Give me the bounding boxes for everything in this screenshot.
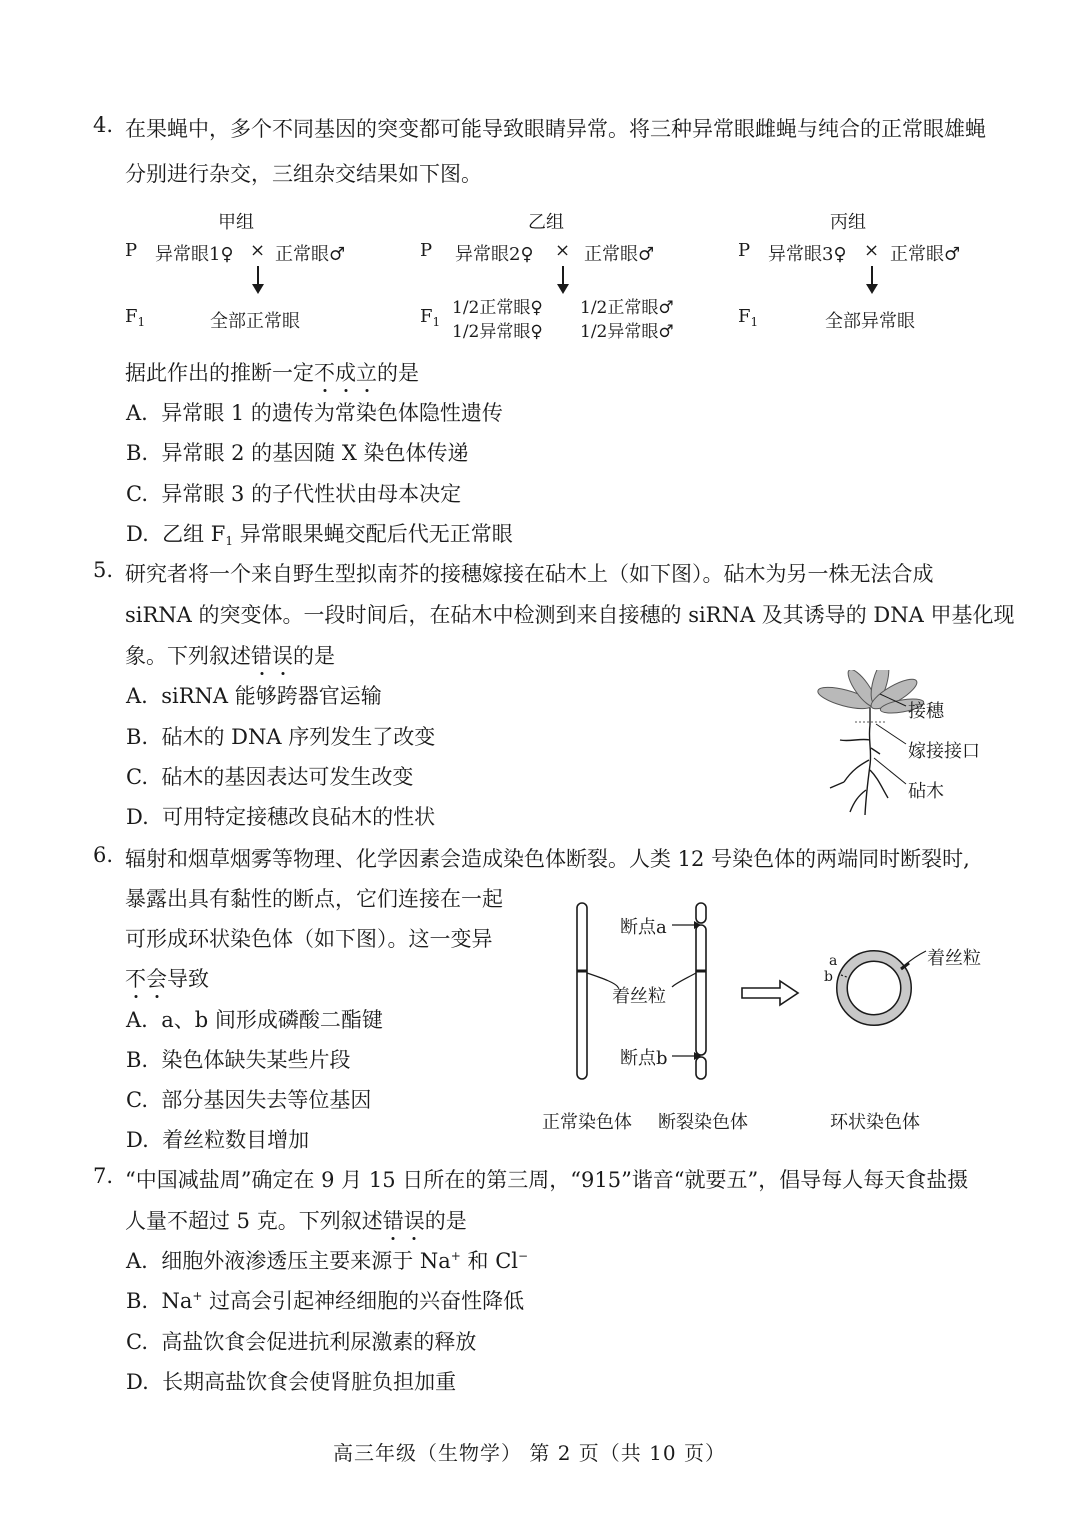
male-parent: 正常眼♂ [584, 244, 655, 265]
q5-stem-line1: 研究者将一个来自野生型拟南芥的接穗嫁接在砧木上（如下图）。砧木为另一株无法合成 [125, 562, 934, 586]
q5-option-a[interactable]: A. siRNA 能够跨器官运输 [126, 684, 382, 708]
q5-option-d[interactable]: D. 可用特定接穗改良砧木的性状 [126, 805, 436, 829]
emphasis-char: 误 [272, 644, 293, 668]
q6-option-b[interactable]: B. 染色体缺失某些片段 [126, 1048, 351, 1072]
label-scion: 接穗 [908, 701, 944, 722]
label-leader [874, 758, 906, 784]
down-arrow-icon [257, 266, 259, 292]
q6-stem-line2: 暴露出具有黏性的断点，它们连接在一起 [125, 887, 503, 911]
label-centromere: 着丝粒 [612, 986, 666, 1007]
normal-chromosome-icon [577, 903, 587, 1079]
emphasis-dotted [383, 1209, 425, 1233]
q4-stem-line1: 在果蝇中，多个不同基因的突变都可能导致眼睛异常。将三种异常眼雌蝇与纯合的正常眼雄蝇 [125, 117, 986, 141]
q7-stem-line2: 人量不超过 5 克。下列叙述错误的是 [125, 1209, 467, 1233]
emphasis-char: 成 [335, 361, 356, 385]
q5-stem-line2: siRNA 的突变体。一段时间后，在砧木中检测到来自接穗的 siRNA 及其诱导的 DNA 甲基化现 [125, 603, 1015, 627]
q6-option-d[interactable]: D. 着丝粒数目增加 [126, 1128, 310, 1152]
emphasis-char: 立 [356, 361, 377, 385]
label-breakpoint-a: 断点a [620, 917, 667, 938]
f1-result: 1/2正常眼♀ [452, 298, 543, 318]
q7-option-a[interactable]: A. 细胞外液渗透压主要来源于 Na+ 和 Cl− [126, 1249, 529, 1273]
f1-result: 全部异常眼 [825, 311, 915, 332]
q4-option-b[interactable]: B. 异常眼 2 的基因随 X 染色体传递 [126, 441, 469, 465]
label-ring-b: b [824, 969, 833, 985]
label-ring-a: a [829, 953, 838, 969]
q5-option-b[interactable]: B. 砧木的 DNA 序列发生了改变 [126, 725, 436, 749]
q6-stem-line1: 辐射和烟草烟雾等物理、化学因素会造成染色体断裂。人类 12 号染色体的两端同时断裂时, [125, 847, 970, 871]
q4-stem-line2: 分别进行杂交，三组杂交结果如下图。 [125, 162, 482, 186]
p-label: P [125, 240, 138, 261]
f1-result: 1/2正常眼♂ [580, 298, 674, 318]
cross-symbol: × [250, 240, 266, 261]
f1-result: 1/2异常眼♂ [580, 322, 674, 342]
q5-stem-line3: 象。下列叙述错误的是 [125, 644, 335, 668]
q7-option-b[interactable]: B. Na+ 过高会引起神经细胞的兴奋性降低 [126, 1289, 525, 1313]
male-parent: 正常眼♂ [890, 244, 961, 265]
f1-label: $F_1$ [125, 306, 146, 329]
q4-question: 据此作出的推断一定不成立的是 [125, 361, 419, 385]
emphasis-dotted [251, 644, 293, 668]
q5-option-c[interactable]: C. 砧木的基因表达可发生改变 [126, 765, 414, 789]
cross-symbol: × [555, 240, 571, 261]
f1-label: $F_1$ [420, 306, 441, 329]
f1-result: 1/2异常眼♀ [452, 322, 543, 342]
emphasis-char: 错 [382, 1209, 404, 1233]
q6-option-c[interactable]: C. 部分基因失去等位基因 [126, 1088, 372, 1112]
emphasis-char: 误 [403, 1209, 425, 1233]
down-arrow-icon [871, 266, 873, 292]
f1-label: $F_1$ [738, 306, 759, 329]
q6-option-a[interactable]: A. a、b 间形成磷酸二酯键 [126, 1008, 383, 1032]
q6-stem-line4: 不会导致 [125, 967, 209, 991]
transform-arrow-icon [742, 981, 798, 1005]
female-parent: 异常眼1♀ [155, 244, 234, 265]
q7-option-c[interactable]: C. 高盐饮食会促进抗利尿激素的释放 [126, 1330, 477, 1354]
q4-option-a[interactable]: A. 异常眼 1 的遗传为常染色体隐性遗传 [126, 401, 503, 425]
down-arrow-icon [562, 266, 564, 292]
q7-stem-line1: “中国减盐周”确定在 9 月 15 日所在的第三周，“915”谐音“就要五”，倡导每人每天食盐摄 [125, 1168, 969, 1192]
q4-number: 4. [93, 113, 114, 137]
q4-option-d[interactable]: D. 乙组 $F_1$ 异常眼果蝇交配后代无正常眼 [126, 522, 513, 548]
page-footer: 高三年级（生物学） 第 2 页（共 10 页） [333, 1441, 726, 1465]
label-graft-union: 嫁接接口 [908, 741, 980, 762]
stem-roots-icon [830, 708, 888, 815]
emphasis-dotted [125, 967, 167, 991]
emphasis-char: 会 [146, 967, 167, 991]
caption-ring: 环状染色体 [830, 1112, 920, 1133]
label-ring-centromere: 着丝粒 [927, 948, 981, 969]
emphasis-char: 不 [314, 361, 335, 385]
female-parent: 异常眼3♀ [768, 244, 847, 265]
label-leader [876, 724, 906, 744]
q6-number: 6. [93, 843, 114, 867]
q7-option-d[interactable]: D. 长期高盐饮食会使肾脏负担加重 [126, 1370, 457, 1394]
emphasis-dotted [314, 361, 377, 385]
broken-chromosome-icon [696, 903, 706, 1079]
female-parent: 异常眼2♀ [455, 244, 534, 265]
q6-stem-line3: 可形成环状染色体（如下图）。这一变异 [125, 927, 493, 951]
label-breakpoint-b: 断点b [620, 1048, 668, 1069]
caption-broken: 断裂染色体 [658, 1112, 748, 1133]
male-parent: 正常眼♂ [275, 244, 346, 265]
emphasis-char: 错 [251, 644, 272, 668]
p-label: P [738, 240, 751, 261]
q4-option-c[interactable]: C. 异常眼 3 的子代性状由母本决定 [126, 482, 462, 506]
label-rootstock: 砧木 [908, 781, 944, 802]
q5-number: 5. [93, 558, 114, 582]
q7-number: 7. [93, 1164, 114, 1188]
cross-symbol: × [864, 240, 880, 261]
emphasis-char: 不 [125, 967, 146, 991]
group-title: 丙组 [830, 212, 866, 233]
p-label: P [420, 240, 433, 261]
caption-normal: 正常染色体 [542, 1112, 632, 1133]
group-title: 甲组 [218, 212, 254, 233]
group-title: 乙组 [528, 212, 564, 233]
f1-result: 全部正常眼 [210, 311, 300, 332]
